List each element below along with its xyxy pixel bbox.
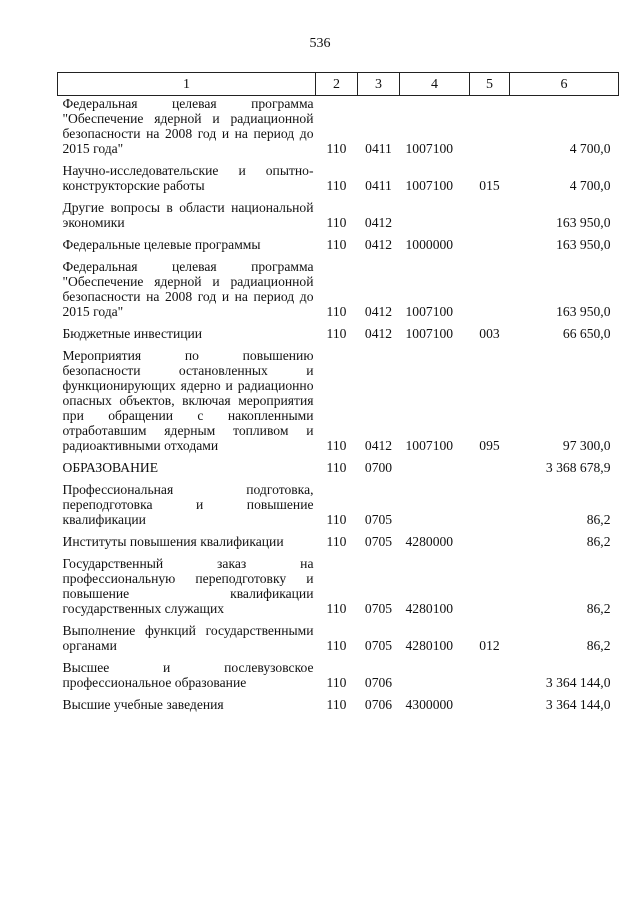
row-name: Федеральная целевая программа "Обеспечение ядерной и радиационной безопасности на 2008 год и на период до 2015 года": [62, 259, 314, 319]
column-header-4: 4: [400, 73, 470, 96]
row-col-4: 1007100: [405, 326, 454, 341]
row-col-2: 110: [326, 141, 347, 156]
row-amount: 4 700,0: [569, 141, 611, 156]
table-row: [58, 326, 619, 348]
row-col-3: 0412: [364, 237, 393, 252]
row-name: Бюджетные инвестиции: [62, 326, 203, 341]
row-col-2: 110: [326, 638, 347, 653]
page-number: 536: [309, 36, 331, 51]
row-col-4: 1007100: [405, 178, 454, 193]
row-col-4: [400, 482, 470, 534]
row-col-5: 003: [479, 326, 500, 341]
row-name: ОБРАЗОВАНИЕ: [62, 460, 159, 475]
row-col-5: [470, 259, 510, 326]
row-col-4: 4300000: [405, 697, 454, 712]
row-col-4: 1007100: [405, 438, 454, 453]
row-name: Институты повышения квалификации: [62, 534, 284, 549]
table-row: [58, 534, 619, 556]
row-col-2: 110: [326, 460, 347, 475]
column-header-1: 1: [58, 73, 316, 96]
row-col-5: [470, 482, 510, 534]
table-row: [58, 163, 619, 200]
table-row: [58, 482, 619, 534]
row-col-2: 110: [326, 534, 347, 549]
row-col-4: 1007100: [405, 304, 454, 319]
row-name: Другие вопросы в области национальной экономики: [62, 200, 314, 230]
row-name: Государственный заказ на профессиональную переподготовку и повышение квалификации государственных служащих: [62, 556, 314, 616]
row-col-4: [400, 200, 470, 237]
column-header-6: 6: [510, 73, 619, 96]
row-amount: 3 364 144,0: [545, 675, 611, 690]
row-col-5: [470, 660, 510, 697]
row-amount: 4 700,0: [569, 178, 611, 193]
row-col-4: 4280100: [405, 601, 454, 616]
table-row: [58, 348, 619, 460]
row-col-2: 110: [326, 512, 347, 527]
row-col-4: 1007100: [405, 141, 454, 156]
row-col-5: 012: [479, 638, 500, 653]
row-col-3: 0706: [364, 675, 393, 690]
row-col-3: 0706: [364, 697, 393, 712]
budget-table: [57, 72, 619, 719]
row-col-5: [470, 237, 510, 259]
table-header-row: [58, 73, 619, 96]
row-name: Высшие учебные заведения: [62, 697, 224, 712]
row-name: Профессиональная подготовка, переподготовка и повышение квалификации: [62, 482, 314, 527]
column-header-5: 5: [470, 73, 510, 96]
table-row: [58, 237, 619, 259]
row-col-4: [400, 460, 470, 482]
column-header-2: 2: [316, 73, 358, 96]
column-header-3: 3: [358, 73, 400, 96]
row-amount: 163 950,0: [556, 237, 611, 252]
row-col-3: 0411: [365, 141, 392, 156]
row-amount: 163 950,0: [556, 215, 611, 230]
row-amount: 97 300,0: [562, 438, 611, 453]
row-col-2: 110: [326, 178, 347, 193]
row-name: Выполнение функций государственными органами: [62, 623, 314, 653]
row-col-3: 0705: [364, 512, 393, 527]
row-amount: 86,2: [586, 601, 611, 616]
table-row: [58, 660, 619, 697]
table-row: [58, 556, 619, 623]
row-col-2: 110: [326, 438, 347, 453]
row-col-2: 110: [326, 215, 347, 230]
row-col-3: 0412: [364, 304, 393, 319]
table-row: [58, 200, 619, 237]
row-name: Федеральные целевые программы: [62, 237, 261, 252]
row-amount: 163 950,0: [556, 304, 611, 319]
table-row: [58, 460, 619, 482]
row-amount: 3 364 144,0: [545, 697, 611, 712]
row-col-2: 110: [326, 601, 347, 616]
row-name: Федеральная целевая программа "Обеспечение ядерной и радиационной безопасности на 2008 год и на период до 2015 года": [62, 96, 314, 156]
row-name: Научно-исследовательские и опытно-конструкторские работы: [62, 163, 314, 193]
row-col-3: 0705: [364, 534, 393, 549]
row-amount: 66 650,0: [562, 326, 611, 341]
row-amount: 86,2: [586, 534, 611, 549]
table-row: [58, 697, 619, 719]
row-amount: 86,2: [586, 638, 611, 653]
row-col-4: 4280000: [405, 534, 454, 549]
row-col-3: 0705: [364, 638, 393, 653]
row-col-2: 110: [326, 697, 347, 712]
row-col-3: 0411: [365, 178, 392, 193]
table-row: [58, 259, 619, 326]
row-col-5: [470, 200, 510, 237]
row-col-2: 110: [326, 237, 347, 252]
row-col-4: 4280100: [405, 638, 454, 653]
row-col-3: 0700: [364, 460, 393, 475]
row-name: Высшее и послевузовское профессиональное образование: [62, 660, 314, 690]
row-amount: 86,2: [586, 512, 611, 527]
row-col-2: 110: [326, 326, 347, 341]
row-name: Мероприятия по повышению безопасности остановленных и функционирующих ядерно и радиационно опасных объектов, включая мероприятия при обращении с накопленными отработавшим ядерным топливом и радиоактивными отходами: [62, 348, 314, 453]
row-amount: 3 368 678,9: [545, 460, 611, 475]
row-col-4: 1000000: [405, 237, 454, 252]
row-col-3: 0705: [364, 601, 393, 616]
row-col-2: 110: [326, 675, 347, 690]
row-col-3: 0412: [364, 326, 393, 341]
row-col-5: [470, 556, 510, 623]
row-col-5: 095: [479, 438, 500, 453]
row-col-5: [470, 697, 510, 719]
row-col-2: 110: [326, 304, 347, 319]
row-col-5: [470, 460, 510, 482]
row-col-5: [470, 96, 510, 164]
row-col-3: 0412: [364, 438, 393, 453]
row-col-4: [400, 660, 470, 697]
row-col-5: 015: [479, 178, 500, 193]
row-col-3: 0412: [364, 215, 393, 230]
table-row: [58, 96, 619, 164]
row-col-5: [470, 534, 510, 556]
table-row: [58, 623, 619, 660]
